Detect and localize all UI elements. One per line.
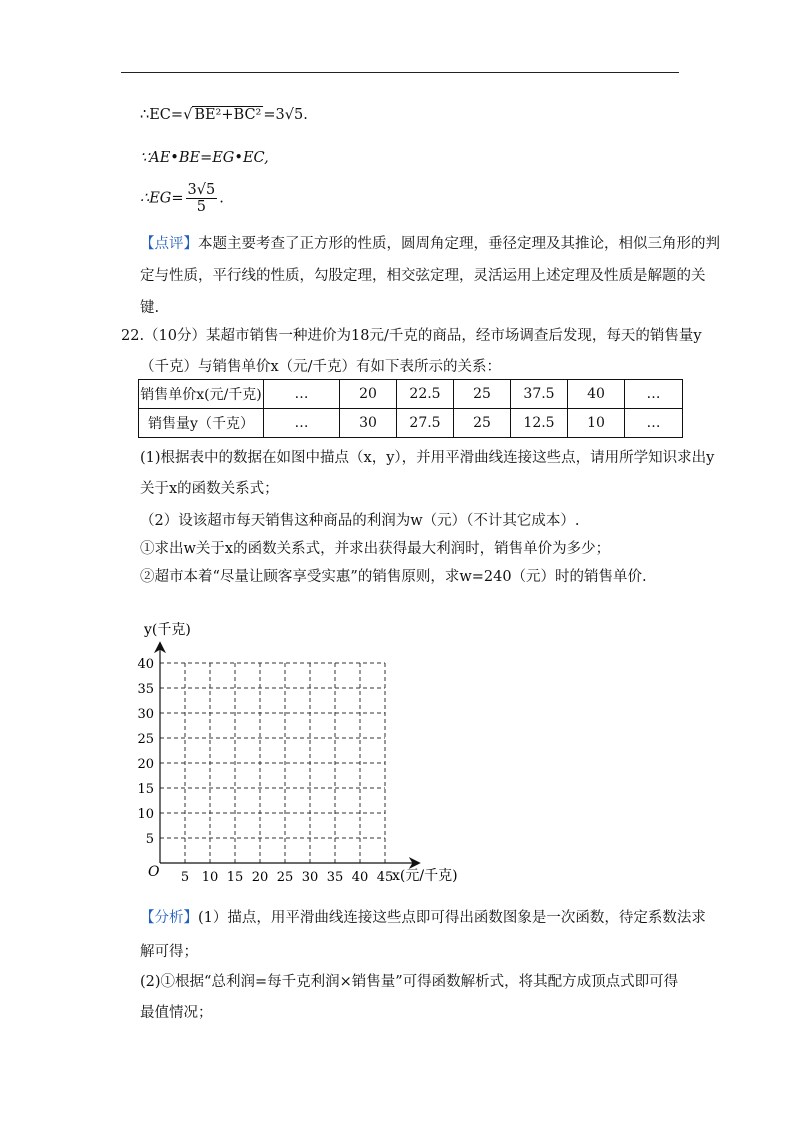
y-tick-labels xyxy=(137,657,154,847)
y-tick-label: 25 xyxy=(137,732,154,747)
table-cell: 销售量y（千克） xyxy=(139,409,264,438)
comment-text-1: 本题主要考查了正方形的性质，圆周角定理，垂径定理及其推论，相似三角形的判 xyxy=(198,236,720,252)
analysis-tag: 【分析】 xyxy=(140,910,198,926)
x-tick-label: 10 xyxy=(201,870,219,885)
x-tick-label: 20 xyxy=(251,870,269,885)
y-tick-label: 35 xyxy=(137,682,154,697)
analysis-text-1: (1）描点，用平滑曲线连接这些点即可得出函数图象是一次函数，待定系数法求 xyxy=(198,910,706,926)
x-tick-labels xyxy=(181,870,393,885)
question-2-part-a: ①求出w关于x的函数关系式，并求出获得最大利润时，销售单价为多少； xyxy=(140,541,611,557)
table-cell: … xyxy=(264,380,340,409)
question-1-line-2: 关于x的函数关系式； xyxy=(140,481,279,497)
ec-prefix: ∴EC= xyxy=(140,107,184,123)
y-axis-label: y(千克) xyxy=(144,622,191,638)
question-1-line-1: (1)根据表中的数据在如图中描点（x，y），并用平滑曲线连接这些点，请用所学知识求出y xyxy=(140,450,715,466)
price-sales-table xyxy=(138,379,683,438)
origin-label: O xyxy=(148,864,160,880)
sqrt-radicand: BE²+BC² xyxy=(194,107,262,123)
table-row-sales xyxy=(139,409,683,438)
table-cell: 27.5 xyxy=(397,409,454,438)
table-cell: 25 xyxy=(454,409,511,438)
problem-line-2: （千克）与销售单价x（元/千克）有如下表所示的关系： xyxy=(140,359,502,375)
table-cell: 10 xyxy=(568,409,625,438)
comment-line-3: 键. xyxy=(140,300,160,316)
analysis-line-4: 最值情况； xyxy=(140,1005,213,1021)
grid-lines xyxy=(160,663,385,863)
y-tick-label: 5 xyxy=(145,832,154,847)
y-tick-label: 15 xyxy=(137,782,154,797)
eg-prefix: ∴EG= xyxy=(140,190,184,207)
y-tick-label: 20 xyxy=(137,757,154,772)
sqrt-expression: √ BE²+BC² xyxy=(183,107,262,123)
table-cell: … xyxy=(264,409,340,438)
x-tick-label: 15 xyxy=(226,870,244,885)
analysis-line-2: 解可得； xyxy=(140,944,198,960)
y-tick-label: 10 xyxy=(137,807,154,822)
comment-line-2: 定与性质，平行线的性质，勾股定理，相交弦定理，灵活运用上述定理及性质是解题的关 xyxy=(140,268,706,284)
question-2-part-b: ②超市本着“尽量让顾客享受实惠”的销售原则，求w=240（元）时的销售单价. xyxy=(140,569,647,585)
comment-line-1 xyxy=(140,232,720,253)
eg-fraction xyxy=(186,182,218,215)
table-cell: … xyxy=(625,409,683,438)
x-tick-label: 45 xyxy=(376,870,394,885)
x-tick-label: 25 xyxy=(276,870,294,885)
table-cell: 40 xyxy=(568,380,625,409)
x-axis-label: x(元/千克) xyxy=(392,868,458,884)
table-cell: 22.5 xyxy=(397,380,454,409)
x-tick-label: 35 xyxy=(326,870,344,885)
eg-denominator: 5 xyxy=(196,199,207,215)
coordinate-grid xyxy=(130,614,510,894)
x-tick-label: 5 xyxy=(180,870,190,885)
table-cell: 30 xyxy=(340,409,397,438)
header-rule xyxy=(121,72,679,73)
question-2-line-1: （2）设该超市每天销售这种商品的利润为w（元）（不计其它成本）. xyxy=(140,513,580,529)
table-cell: 12.5 xyxy=(511,409,568,438)
ec-result: =3√5. xyxy=(263,107,308,123)
table-row-price xyxy=(139,380,683,409)
eg-suffix: . xyxy=(219,190,224,207)
eg-numerator: 3√5 xyxy=(187,182,216,198)
solution-line-ec xyxy=(140,107,308,123)
table-cell: 销售单价x(元/千克) xyxy=(139,380,264,409)
problem-line-1: 22.（10分）某超市销售一种进价为18元/千克的商品，经市场调查后发现，每天的销售量y xyxy=(121,328,702,344)
table-cell: 20 xyxy=(340,380,397,409)
table-cell: 25 xyxy=(454,380,511,409)
x-tick-label: 30 xyxy=(301,870,319,885)
comment-tag: 【点评】 xyxy=(140,236,198,252)
x-tick-label: 40 xyxy=(351,870,369,885)
solution-line-because: ∵AE•BE=EG•EC, xyxy=(140,150,269,166)
y-tick-label: 30 xyxy=(137,707,154,722)
table-cell: 37.5 xyxy=(511,380,568,409)
solution-line-eg xyxy=(140,182,224,215)
y-tick-label: 40 xyxy=(137,657,154,672)
analysis-line-3: (2)①根据“总利润=每千克利润×销售量”可得函数解析式，将其配方成顶点式即可得 xyxy=(140,974,679,990)
analysis-line-1 xyxy=(140,906,706,927)
table-cell: … xyxy=(625,380,683,409)
